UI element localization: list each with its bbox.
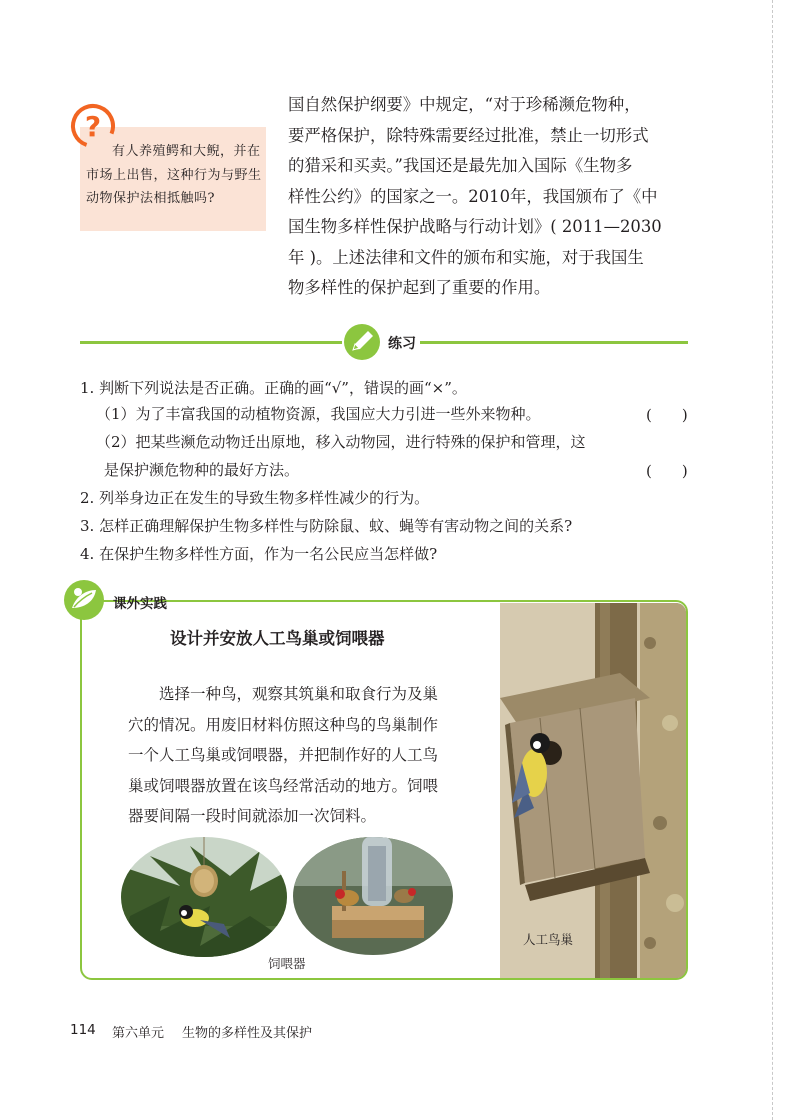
practice-line: 一个人工鸟巢或饲喂器，并把制作好的人工鸟	[128, 746, 439, 764]
paragraph-line: 要严格保护，除特殊需要经过批准，禁止一切形式	[288, 125, 649, 145]
exercise-question-1: 1. 判断下列说法是否正确。正确的画“√”，错误的画“×”。	[80, 379, 467, 397]
exercise-question-2: 2. 列举身边正在发生的导致生物多样性减少的行为。	[80, 489, 430, 507]
paragraph-line: 样性公约》的国家之一。2010年，我国颁布了《中	[288, 186, 658, 206]
exercise-question-4: 4. 在保护生物多样性方面，作为一名公民应当怎样做?	[80, 545, 438, 563]
main-paragraph	[288, 90, 700, 304]
answer-parentheses: ( )	[646, 462, 688, 480]
practice-line: 器要间隔一段时间就添加一次饲料。	[128, 807, 377, 825]
unit-label: 第六单元	[112, 1026, 165, 1041]
exercise-question-1-1: （1）为了丰富我国的动植物资源，我国应大力引进一些外来物种。	[96, 405, 541, 423]
feeder-caption: 饲喂器	[268, 956, 306, 971]
exercise-question-3: 3. 怎样正确理解保护生物多样性与防除鼠、蚊、蝇等有害动物之间的关系?	[80, 517, 573, 535]
feeder-photo-pine	[120, 836, 288, 958]
practice-heading: 设计并安放人工鸟巢或饲喂器	[170, 629, 385, 648]
practice-paragraph	[128, 679, 498, 832]
page-number: 114	[70, 1022, 96, 1038]
paragraph-line: 国自然保护纲要》中规定，“对于珍稀濒危物种，	[288, 95, 641, 114]
practice-line: 穴的情况。用废旧材料仿照这种鸟的鸟巢制作	[128, 715, 439, 734]
unit-title: 生物的多样性及其保护	[182, 1026, 313, 1041]
nest-caption: 人工鸟巢	[523, 932, 574, 947]
practice-label: 课外实践	[113, 596, 167, 612]
paragraph-line: 物多样性的保护起到了重要的作用。	[288, 278, 551, 297]
exercise-divider-left	[80, 341, 342, 344]
exercise-divider-right	[420, 341, 688, 344]
pencil-badge-icon	[342, 322, 382, 362]
answer-parentheses: ( )	[646, 406, 688, 424]
birdhouse-photo	[500, 603, 686, 978]
paragraph-line: 年 )。上述法律和文件的颁布和实施，对于我国生	[288, 247, 644, 267]
leaf-badge-icon	[62, 578, 106, 622]
exercise-question-1-2: （2）把某些濒危动物迁出原地，移入动物园，进行特殊的保护和管理，这	[96, 433, 586, 451]
feeder-photo-bottle	[292, 836, 454, 956]
paragraph-line: 的猎采和买卖。”我国还是最先加入国际《生物多	[288, 156, 633, 175]
exercise-question-1-2-cont: 是保护濒危物种的最好方法。	[104, 461, 300, 479]
page-edge-rule	[772, 0, 773, 1120]
svg-text:?: ?	[84, 110, 102, 143]
practice-line: 选择一种鸟，观察其筑巢和取食行为及巢	[159, 685, 439, 703]
practice-line: 巢或饲喂器放置在该鸟经常活动的地方。饲喂	[128, 776, 439, 795]
exercise-title: 练习	[388, 336, 416, 352]
question-text: 有人养殖鳄和大鲵，并在市场上出售，这种行为与野生动物保护法相抵触吗?	[86, 144, 262, 206]
paragraph-line: 国生物多样性保护战略与行动计划》( 2011—2030	[288, 217, 662, 236]
